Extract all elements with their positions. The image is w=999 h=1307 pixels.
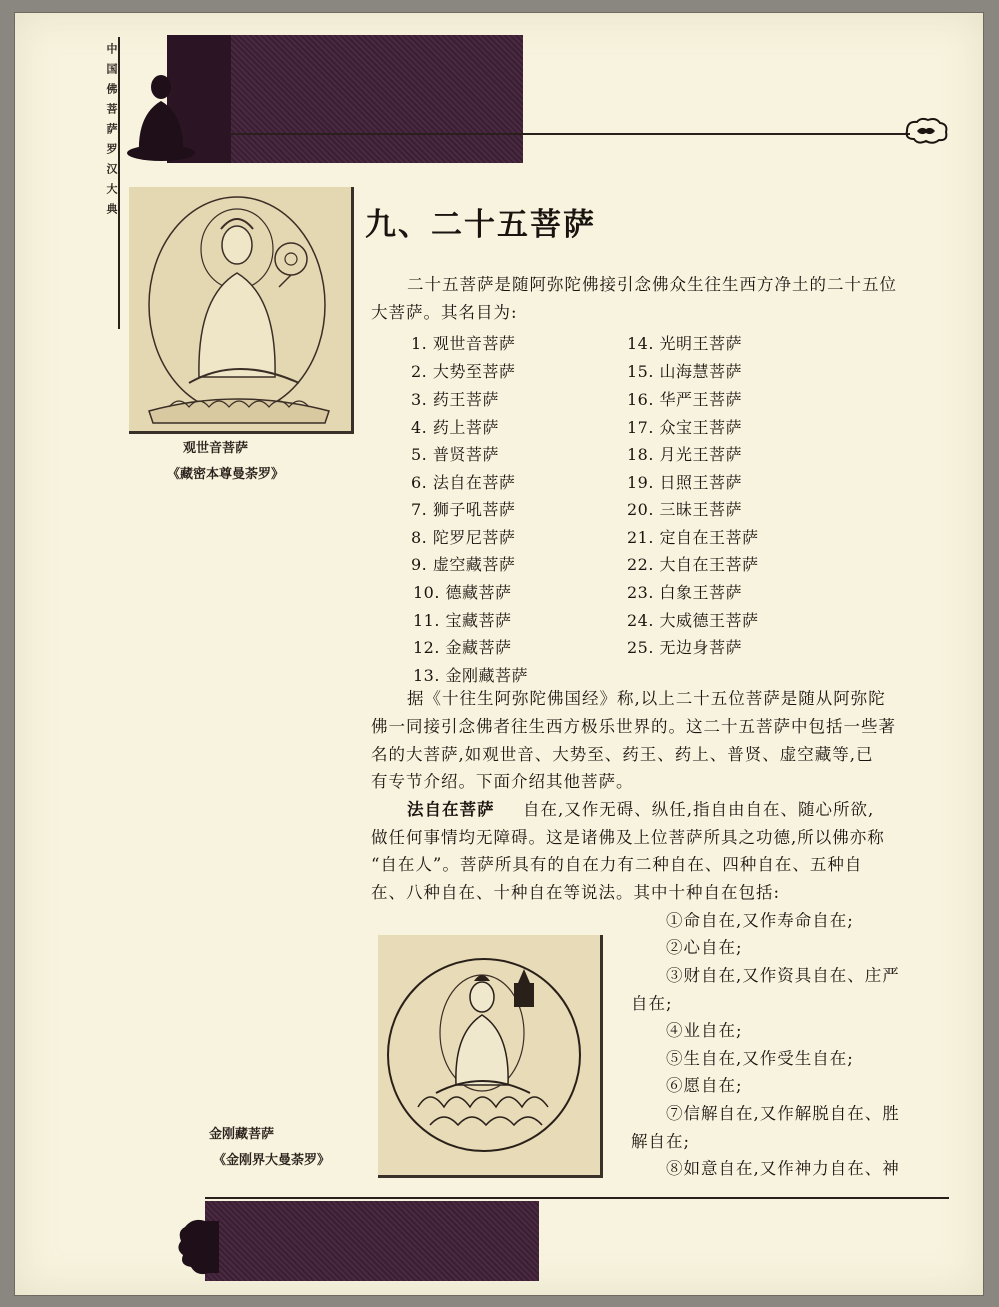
- list-item: 13. 金刚藏菩萨: [413, 666, 529, 685]
- paragraph-line: “自在人”。菩萨所具有的自在力有二种自在、四种自在、五种自: [371, 855, 863, 874]
- paragraph-line: 据《十往生阿弥陀佛国经》称,以上二十五位菩萨是随从阿弥陀: [407, 689, 886, 708]
- paragraph-line: 自在,又作无碍、纵任,指自由自在、随心所欲,: [523, 800, 875, 819]
- footer-rule: [205, 1197, 949, 1199]
- list-item: 25. 无边身菩萨: [627, 638, 743, 657]
- list-item: ⑥愿自在;: [666, 1076, 743, 1095]
- figure-caption-title: 观世音菩萨: [183, 441, 249, 456]
- book-page: [14, 12, 984, 1296]
- list-item: 19. 日照王菩萨: [627, 473, 743, 492]
- running-title-rule: [118, 37, 120, 329]
- list-item: 5. 普贤菩萨: [411, 445, 499, 464]
- list-item: 22. 大自在王菩萨: [627, 555, 759, 574]
- list-item: 17. 众宝王菩萨: [627, 418, 743, 437]
- paragraph-line: 做任何事情均无障碍。这是诸佛及上位菩萨所具之功德,所以佛亦称: [371, 828, 885, 847]
- list-item: 23. 白象王菩萨: [627, 583, 743, 602]
- paragraph-line: 在、八种自在、十种自在等说法。其中十种自在包括:: [371, 883, 781, 902]
- list-item: 24. 大威德王菩萨: [627, 611, 759, 630]
- list-item: 3. 药王菩萨: [411, 390, 499, 409]
- list-item: 自在;: [631, 994, 673, 1013]
- figure-caption-source: 《金刚界大曼荼罗》: [213, 1153, 331, 1168]
- list-item: ⑧如意自在,又作神力自在、神: [666, 1159, 900, 1178]
- list-item: 18. 月光王菩萨: [627, 445, 743, 464]
- figure-caption-title: 金刚藏菩萨: [209, 1127, 275, 1142]
- paragraph-line: 佛一同接引念佛者往生西方极乐世界的。这二十五菩萨中包括一些著: [371, 717, 896, 736]
- footer-banner: [205, 1201, 539, 1281]
- list-item: 12. 金藏菩萨: [413, 638, 512, 657]
- paragraph-line: 二十五菩萨是随阿弥陀佛接引念佛众生往生西方净土的二十五位: [407, 275, 897, 294]
- list-item: 11. 宝藏菩萨: [413, 611, 512, 630]
- list-item: 6. 法自在菩萨: [411, 473, 516, 492]
- list-item: ⑦信解自在,又作解脱自在、胜: [666, 1104, 900, 1123]
- running-title: 中国佛菩萨罗汉大典: [105, 43, 118, 223]
- header-figure-ornament: [119, 65, 199, 161]
- list-item: ②心自在;: [666, 938, 743, 957]
- list-item: 8. 陀罗尼菩萨: [411, 528, 516, 547]
- list-item: 14. 光明王菩萨: [627, 334, 743, 353]
- term-heading: 法自在菩萨: [407, 800, 495, 819]
- list-item: 20. 三昧王菩萨: [627, 500, 743, 519]
- list-item: 4. 药上菩萨: [411, 418, 499, 437]
- vajragarbha-illustration: [378, 935, 603, 1178]
- paragraph-line: 大菩萨。其名目为:: [371, 303, 518, 322]
- list-item: 1. 观世音菩萨: [411, 334, 516, 353]
- list-item: 21. 定自在王菩萨: [627, 528, 759, 547]
- list-item: 7. 狮子吼菩萨: [411, 500, 516, 519]
- paragraph-line: 名的大菩萨,如观世音、大势至、药王、药上、普贤、虚空藏等,已: [371, 745, 874, 764]
- list-item: 解自在;: [631, 1132, 691, 1151]
- list-item: 2. 大势至菩萨: [411, 362, 516, 381]
- list-item: 10. 德藏菩萨: [413, 583, 512, 602]
- paragraph-line: 有专节介绍。下面介绍其他菩萨。: [371, 772, 634, 791]
- cloud-knot-icon: [903, 117, 949, 145]
- list-item: ①命自在,又作寿命自在;: [666, 911, 854, 930]
- list-item: ③财自在,又作资具自在、庄严: [666, 966, 900, 985]
- list-item: 9. 虚空藏菩萨: [411, 555, 516, 574]
- list-item: 15. 山海慧菩萨: [627, 362, 743, 381]
- section-heading: 九、二十五菩萨: [365, 207, 596, 243]
- figure-caption-source: 《藏密本尊曼荼罗》: [167, 467, 285, 482]
- list-item: ④业自在;: [666, 1021, 743, 1040]
- header-rule: [230, 133, 910, 135]
- list-item: 16. 华严王菩萨: [627, 390, 743, 409]
- footer-ornament: [175, 1217, 219, 1281]
- list-item: ⑤生自在,又作受生自在;: [666, 1049, 854, 1068]
- avalokiteshvara-illustration: [129, 187, 354, 434]
